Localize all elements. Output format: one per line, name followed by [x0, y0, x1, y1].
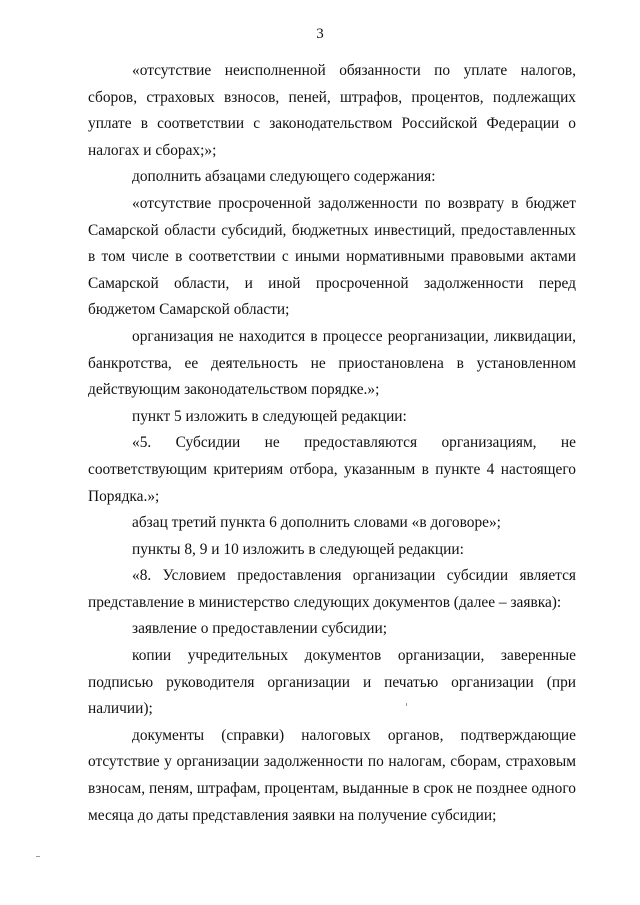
scan-speck — [406, 703, 407, 706]
paragraph-add-clauses: дополнить абзацами следующего содержания: — [132, 168, 436, 186]
paragraph-tax-certificates: документы (справки) налоговых органов, подтверждающие отсутствие у организации задолженности по налогам, сборам, страховым взносам, пеням, штрафам, процентам, выданные в срок не позднее одного месяца до даты представления заявки на получение субсидии; — [88, 726, 576, 824]
paragraph-items-8-10-intro: пункты 8, 9 и 10 изложить в следующей редакции: — [132, 540, 464, 558]
scan-speck — [36, 856, 40, 857]
paragraph-overdue-debt: «отсутствие просроченной задолженности по возврату в бюджет Самарской области субсидий, бюджетных инвестиций, предоставленных в том числе в соответствии с иными нормативными правовыми актами Самарской области, и иной просроченной задолженности перед бюджетом Самарской области; — [88, 194, 576, 319]
paragraph-item-6-addition: абзац третий пункта 6 дополнить словами «в договоре»; — [132, 514, 501, 532]
paragraph-item-5-intro: пункт 5 изложить в следующей редакции: — [132, 407, 407, 425]
paragraph-tax-obligation: «отсутствие неисполненной обязанности по уплате налогов, сборов, страховых взносов, пеней, штрафов, процентов, подлежащих уплате в соответствии с законодательством Российской Федерации о налогах и сборах;»; — [88, 62, 576, 159]
paragraph-reorganization: организация не находится в процессе реорганизации, ликвидации, банкротства, ее деятельность не приостановлена в установленном действующим законодательством порядке.»; — [88, 327, 576, 399]
document-body — [88, 58, 576, 829]
paragraph-founding-documents: копии учредительных документов организации, заверенные подписью руководителя организации и печатью организации (при наличии); — [88, 647, 576, 718]
page-number: 3 — [316, 26, 324, 42]
paragraph-application: заявление о предоставлении субсидии; — [132, 620, 388, 638]
paragraph-item-5: «5. Субсидии не предоставляются организациям, не соответствующим критериям отбора, указанным в пункте 4 настоящего Порядка.»; — [88, 434, 576, 505]
paragraph-item-8: «8. Условием предоставления организации субсидии является представление в министерство следующих документов (далее – заявка): — [88, 567, 576, 611]
